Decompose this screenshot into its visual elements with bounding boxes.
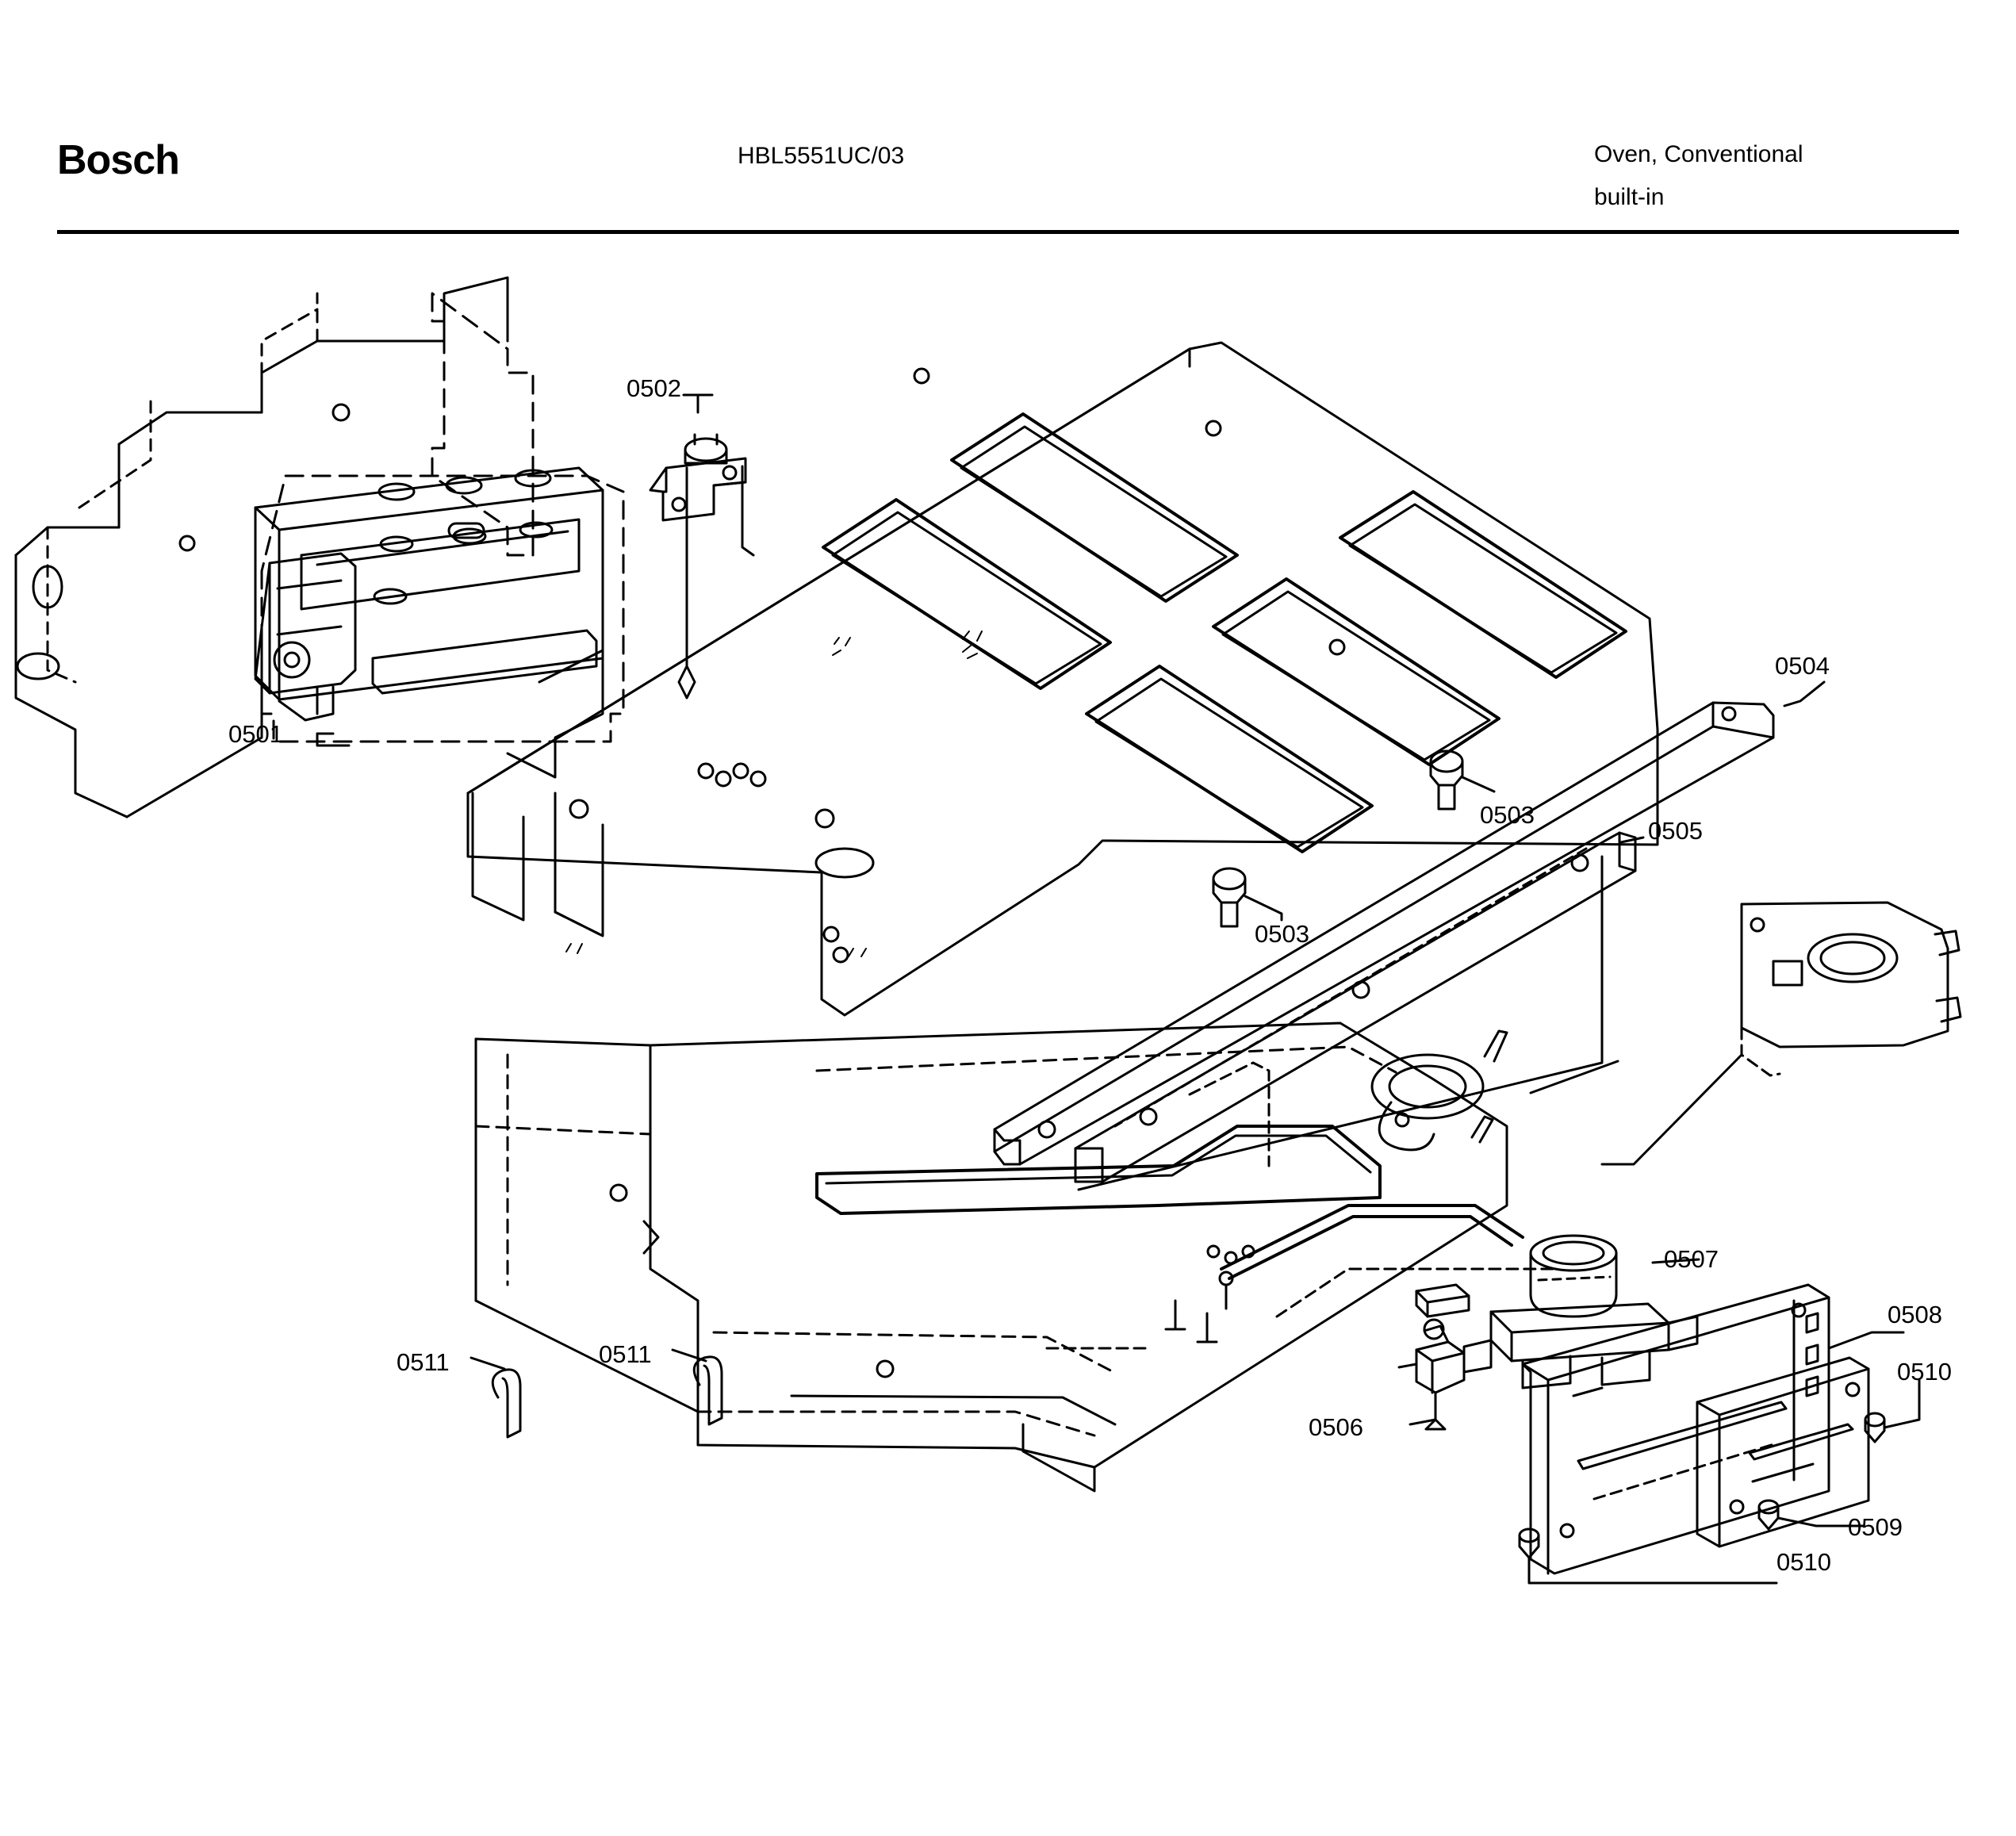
leader-0503-upper: [1462, 777, 1494, 792]
callout-0509: 0509: [1848, 1513, 1903, 1541]
callout-0510-lower: 0510: [1776, 1548, 1831, 1576]
brand-logo: Bosch: [57, 137, 179, 183]
support-bracket-0505: [1075, 833, 1635, 1182]
callout-0510-upper: 0510: [1897, 1358, 1952, 1386]
blower-motor-0507: [1416, 1236, 1697, 1388]
door-latch-assembly-0501: [255, 468, 603, 720]
callout-0503-upper: 0503: [1480, 801, 1535, 829]
callout-0511-left: 0511: [397, 1348, 450, 1376]
leader-0510-upper: [1884, 1380, 1919, 1428]
leader-0508: [1829, 1332, 1903, 1348]
leader-0511-right: [673, 1350, 706, 1361]
callout-0501: 0501: [228, 720, 283, 748]
leader-0503-lower: [1245, 896, 1282, 920]
callout-0504: 0504: [1775, 652, 1830, 680]
callout-0511-right: 0511: [599, 1340, 652, 1368]
leader-0502: [684, 395, 712, 412]
leader-0504: [1784, 682, 1824, 706]
callout-0508: 0508: [1888, 1301, 1942, 1328]
callout-0507: 0507: [1664, 1245, 1719, 1273]
leader-0505: [1079, 838, 1643, 1190]
diagram-title-line1: Oven, Conventional: [1594, 141, 1803, 167]
thermal-switch-0502: [650, 435, 753, 698]
component-0506: [1399, 1320, 1464, 1429]
callout-0506: 0506: [1309, 1413, 1363, 1441]
callout-0503-lower: 0503: [1255, 920, 1309, 948]
rear-cover-plate: [1742, 903, 1960, 1075]
oven-bottom-panel: [476, 1023, 1554, 1491]
screw-0510-lower: [1759, 1501, 1778, 1529]
screw-0503-lower: [1213, 868, 1245, 926]
diagram-title-line2: built-in: [1594, 184, 1665, 210]
callout-0502: 0502: [627, 374, 681, 402]
hidden-outline-0501: [262, 293, 623, 742]
leader-0511-left: [471, 1358, 504, 1369]
callout-0505: 0505: [1648, 817, 1703, 845]
clip-0511-left: [493, 1370, 520, 1437]
screw-0510-bottom: [1520, 1529, 1539, 1558]
print-marks: [566, 631, 982, 956]
leader-0501: [317, 734, 349, 746]
model-number: HBL5551UC/03: [738, 143, 905, 169]
